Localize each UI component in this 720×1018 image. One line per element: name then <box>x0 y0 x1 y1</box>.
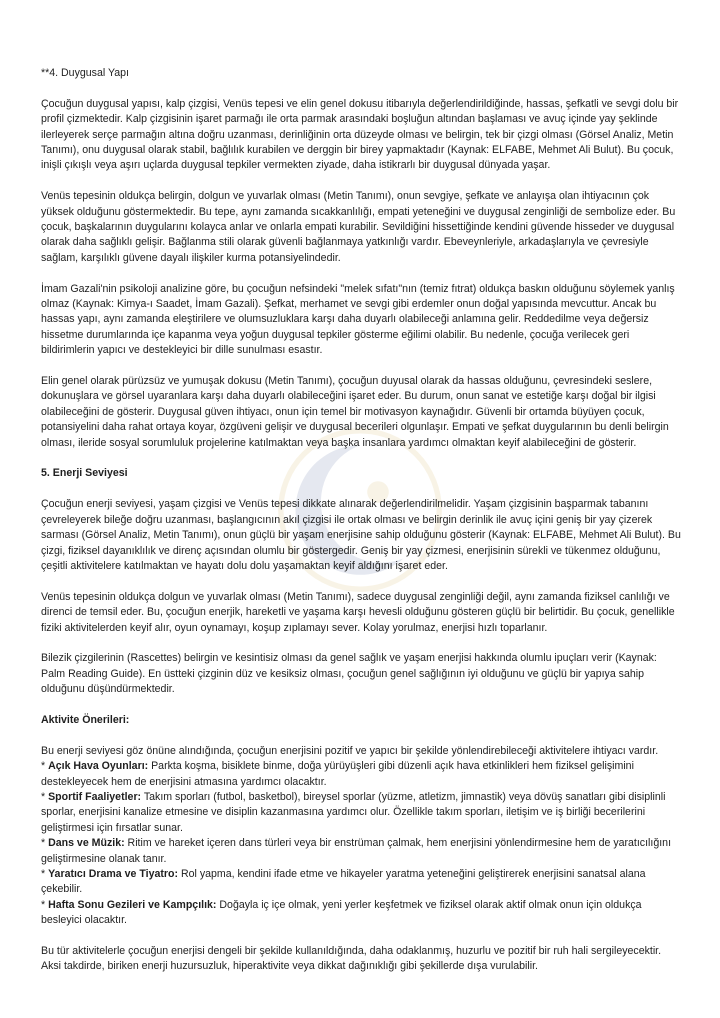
list-item: * Dans ve Müzik: Ritim ve hareket içeren dans türleri veya bir enstrüman çalmak, hem enerjisini yönlendirmesine hem de yaratıcılığını geliştirmesine olanak tanır. <box>41 837 672 865</box>
section-5-paragraph-3: Bilezik çizgilerinin (Rascettes) belirgin ve kesintisiz olması da genel sağlık ve yaşam enerjisi hakkında olumlu ipuçları verir (Kaynak: Palm Reading Guide). En üstteki çizginin düz ve kesiksiz olması, çocuğun genel sağlığının iyi olduğunu ve güçlü bir yapıya sahip olduğunu düşündürmektedir. <box>41 652 657 696</box>
section-4-paragraph-1: Çocuğun duygusal yapısı, kalp çizgisi, Venüs tepesi ve elin genel dokusu itibarıyla değerlendirildiğinde, hassas, şefkatli ve sevgi dolu bir profil çizmektedir. Kalp çizgisinin işaret parmağı ile orta parmak arasındaki boşluğun altından başlaması ve avuç içinde yay şeklinde ilerleyerek serçe parmağın altına doğru uzanması, derinliğinin orta düzeyde olması ve belirgin, tek bir çizgi olması (Görsel Analiz, Metin Tanımı), onu duygusal olarak stabil, bağlılık kurabilen ve derggin bir birey yapmaktadır (Kaynak: ELFABE, Mehmet Ali Bulut). Bu çocuk, inişli çıkışlı veya aşırı uçlarda duygusal tepkiler vermekten ziyade, daha istikrarlı bir duygusal dünyada yaşar. <box>41 97 679 172</box>
activity-text: Parkta koşma, bisiklete binme, doğa yürüyüşleri gibi düzenli açık hava etkinlikleri hem fiziksel gelişimini destekleyecek hem de enerjisini atmasına yardımcı olacaktır. <box>41 760 634 788</box>
activities-list <box>41 744 681 929</box>
activity-label: Yaratıcı Drama ve Tiyatro: <box>48 867 179 880</box>
document-page <box>41 66 681 990</box>
section-4-title: **4. Duygusal Yapı <box>41 67 129 79</box>
activity-text: Takım sporları (futbol, basketbol), bireysel sporlar (yüzme, atletizm, jimnastik) veya dövüş sanatları gibi disiplinli sporlar, enerjisini kanalize etmesine ve disiplin kazanmasına yardımcı olur. Özellikle takım sporları, iletişim ve iş birliği becerilerini geliştirmesi için fırsatlar sunar. <box>41 790 666 834</box>
section-4-paragraph-4: Elin genel olarak pürüzsüz ve yumuşak dokusu (Metin Tanımı), çocuğun duyusal olarak da hassas olduğunu, çevresindeki seslere, dokunuşlara ve görsel uyaranlara karşı daha duyarlı olabileceğini işaret eder. Bu durum, onun sanat ve estetiğe karşı doğal bir ilgisi olabileceğini de gösterir. Duygusal güven ihtiyacı, onun için temel bir motivasyon kaynağıdır. Güvenli bir ortamda büyüyen çocuk, potansiyelini daha rahat ortaya koyar, özgüveni gelişir ve duygusal becerileri olgunlaşır. Empati ve şefkat duygularının bu denli belirgin olması, ileride sosyal sorumluluk projelerine katılmaktan veya başka insanlara yardımcı olmaktan keyif alabileceğini de gösterir. <box>41 375 669 449</box>
activities-title: Aktivite Önerileri: <box>41 713 130 726</box>
activity-text: Doğayla iç içe olmak, yeni yerler keşfetmek ve fiziksel olarak aktif olmak onun için oldukça besleyici olacaktır. <box>41 898 642 927</box>
list-item: * Sportif Faaliyetler: Takım sporları (futbol, basketbol), bireysel sporlar (yüzme, atletizm, jimnastik) veya dövüş sanatları gibi disiplinli sporlar, enerjisini kanalize etmesine ve disiplin kazanmasına yardımcı olur. Özellikle takım sporları, iletişim ve iş birliği becerilerini geliştirmesi için fırsatlar sunar. <box>41 790 666 834</box>
activity-label: Dans ve Müzik: <box>48 837 125 850</box>
section-4-paragraph-2: Venüs tepesinin oldukça belirgin, dolgun ve yuvarlak olması (Metin Tanımı), onun sevgiye, şefkate ve anlayışa olan ihtiyacının çok yüksek olduğunu göstermektedir. Bu tepe, aynı zamanda sıcakkanlılığı, empati yeteneğini ve duygusal zenginliği de sembolize eder. Bu çocuk, başkalarının duygularını kolayca anlar ve onlarla empati kurabilir. Sevildiğini hissettiğinde kendini güvende hisseder ve duygusal olarak daha sağlıklı gelişir. Bağlanma stili olarak güvenli bağlanmaya yatkınlığı vardır. Ebeveynleriyle, arkadaşlarıyla ve çevresiyle sağlam, karşılıklı güvene dayalı ilişkiler kurma potansiyelindedir. <box>41 190 676 264</box>
activity-text: Ritim ve hareket içeren dans türleri veya bir enstrüman çalmak, hem enerjisini yönlendirmesine hem de yaratıcılığını geliştirmesine olanak tanır. <box>41 837 672 865</box>
section-5-paragraph-2: Venüs tepesinin oldukça dolgun ve yuvarlak olması (Metin Tanımı), sadece duygusal zenginliği değil, aynı zamanda fiziksel canlılığı ve direnci de temsil eder. Bu, çocuğun enerjik, hareketli ve yaşama karşı hevesli olduğunu gösteren güçlü bir belirtidir. Bu çocuk, genellikle fiziki aktivitelerden keyif alır, oyun oynamayı, koşup zıplamayı sever. Kolay yorulmaz, enerjisi hızlı toparlanır. <box>41 590 675 634</box>
activity-text: Rol yapma, kendini ifade etme ve hikayeler yaratma yeteneğini geliştirerek enerjisini sanatsal alana çekebilir. <box>41 867 646 896</box>
list-item: * Hafta Sonu Gezileri ve Kampçılık: Doğayla iç içe olmak, yeni yerler keşfetmek ve fiziksel olarak aktif olmak onun için oldukça besleyici olacaktır. <box>41 898 642 927</box>
activity-label: Açık Hava Oyunları: <box>48 760 149 773</box>
list-item: * Açık Hava Oyunları: Parkta koşma, bisiklete binme, doğa yürüyüşleri gibi düzenli açık hava etkinlikleri hem fiziksel gelişimini destekleyecek hem de enerjisini atmasına yardımcı olacaktır. <box>41 760 634 788</box>
section-5-title: 5. Enerji Seviyesi <box>41 467 128 480</box>
activities-intro: Bu enerji seviyesi göz önüne alındığında, çocuğun enerjisini pozitif ve yapıcı bir şekilde yönlendirebileceği aktivitelere ihtiyacı vardır. <box>41 744 659 757</box>
section-5-paragraph-1: Çocuğun enerji seviyesi, yaşam çizgisi ve Venüs tepesi dikkate alınarak değerlendirilmelidir. Yaşam çizgisinin başparmak tabanını çevreleyerek bileğe doğru uzanması, başlangıcının akıl çizgisi ile ortak olması ve belirgin derinlik ile avuç içini geniş bir yay çizerek sarması (Görsel Analiz, Metin Tanımı), onun güçlü bir yaşam enerjisine sahip olduğunu gösterir (Kaynak: ELFABE, Mehmet Ali Bulut). Bu çizgi, fiziksel dayanıklılık ve direnç açısından olumlu bir göstergedir. Geniş bir yay çizmesi, enerjisinin sürekli ve tükenmez olduğunu, çeşitli aktivitelere katılmaktan ve hayatı dolu dolu yaşamaktan keyif aldığını işaret eder. <box>41 498 681 572</box>
activities-outro: Bu tür aktivitelerle çocuğun enerjisi dengeli bir şekilde kullanıldığında, daha odaklanmış, huzurlu ve pozitif bir ruh hali sergileyecektir. Aksi takdirde, biriken enerji huzursuzluk, hiperaktivite veya dikkat dağınıklığı gibi şekillerde dışa vurulabilir. <box>41 944 662 973</box>
activity-label: Sportif Faaliyetler: <box>48 790 142 803</box>
section-4-paragraph-3: İmam Gazali'nin psikoloji analizine göre, bu çocuğun nefsindeki "melek sıfatı"nın (temiz fıtrat) oldukça baskın olduğunu söylemek yanlış olmaz (Kaynak: Kimya-ı Saadet, İmam Gazali). Şefkat, merhamet ve sevgi gibi erdemler onun doğal yapısında mevcuttur. Ancak bu hassas yapı, aynı zamanda eleştirilere ve olumsuzluklara karşı daha duyarlı olabileceği anlamına gelir. Reddedilme veya değersiz hissetme durumlarında içe kapanma veya yoğun duygusal tepkiler gösterme eğilimi olabilir. Bu nedenle, çocuğa verilecek geri bildirimlerin yapıcı ve destekleyici bir dille sunulması esastır. <box>41 282 675 357</box>
list-item: * Yaratıcı Drama ve Tiyatro: Rol yapma, kendini ifade etme ve hikayeler yaratma yeteneğini geliştirerek enerjisini sanatsal alana çekebilir. <box>41 867 646 896</box>
activity-label: Hafta Sonu Gezileri ve Kampçılık: <box>48 898 217 911</box>
